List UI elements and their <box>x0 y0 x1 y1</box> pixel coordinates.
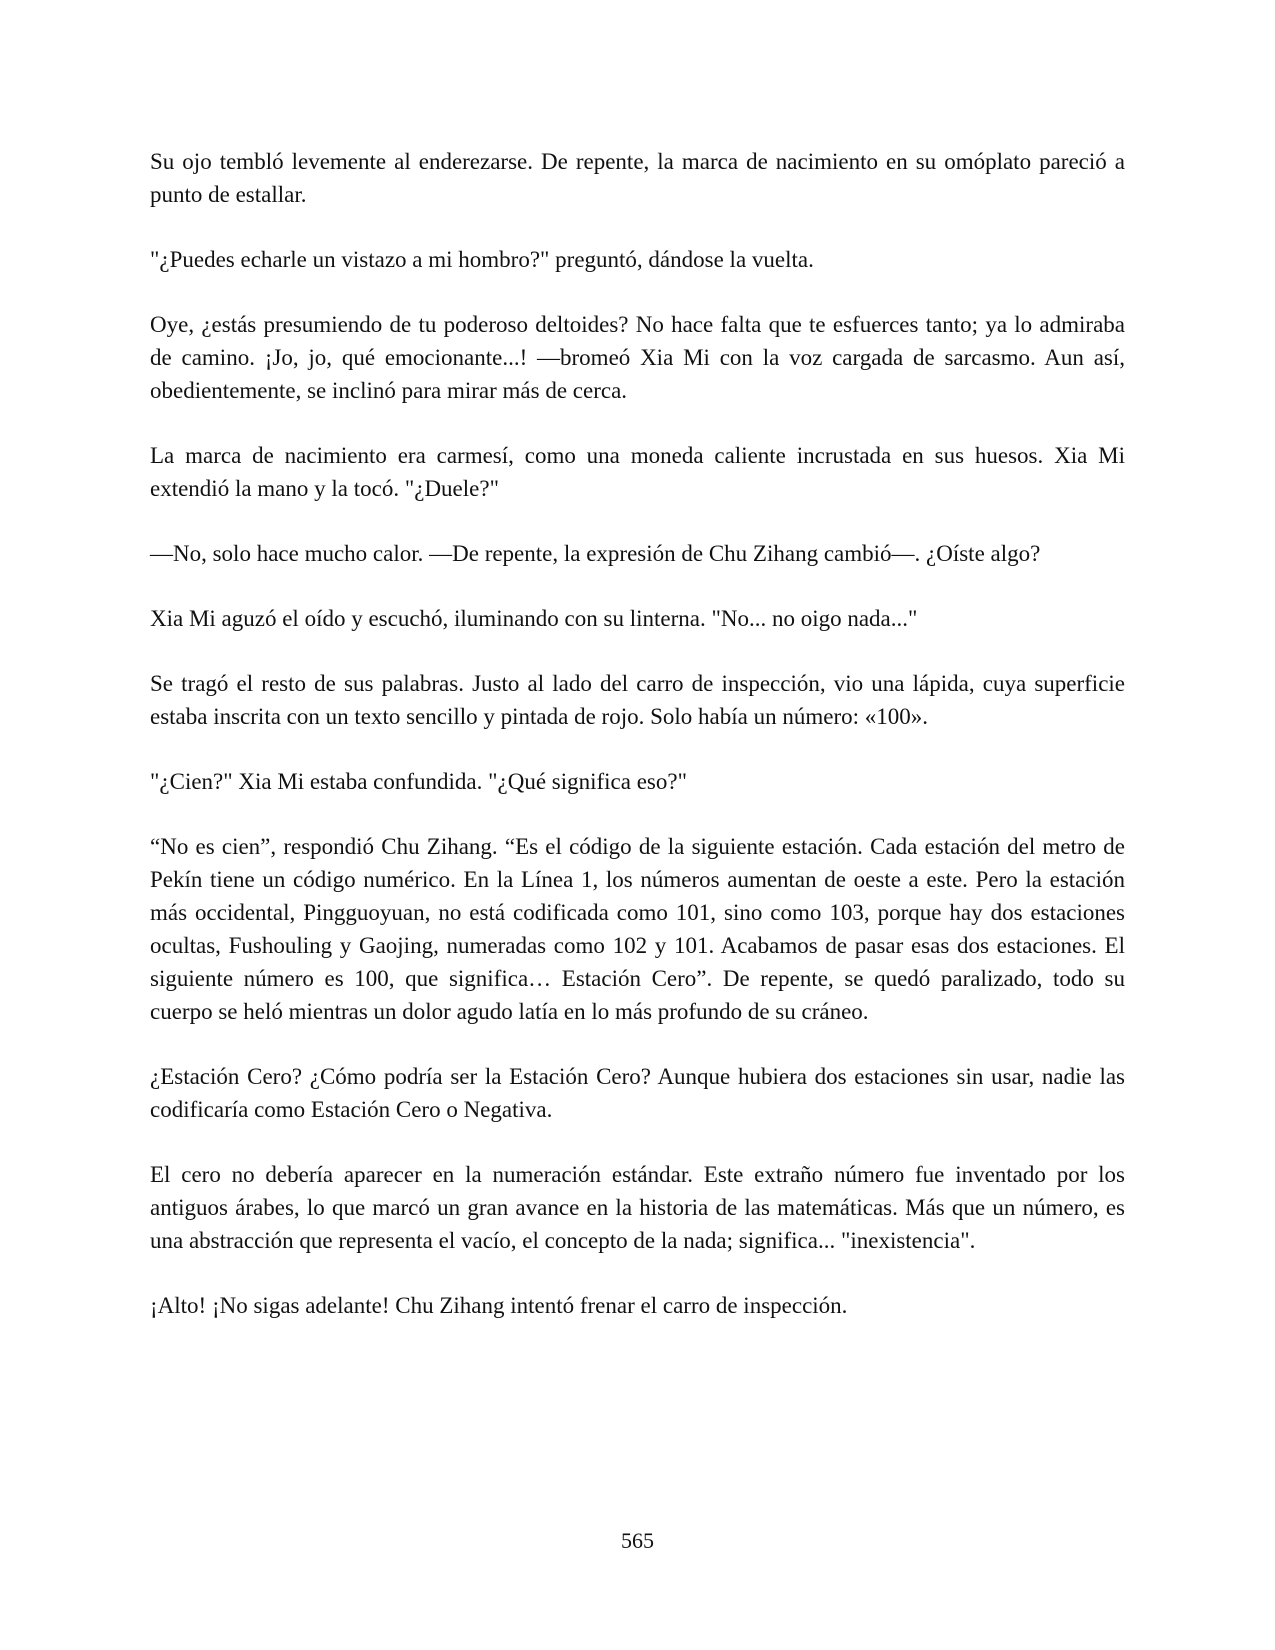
paragraph: "¿Cien?" Xia Mi estaba confundida. "¿Qué significa eso?" <box>150 769 687 794</box>
body-text <box>150 145 1125 1354</box>
paragraph: ¡Alto! ¡No sigas adelante! Chu Zihang intentó frenar el carro de inspección. <box>150 1293 848 1318</box>
paragraph: La marca de nacimiento era carmesí, como una moneda caliente incrustada en sus huesos. Xia Mi extendió la mano y la tocó. "¿Duele?" <box>150 443 1125 501</box>
paragraph: Oye, ¿estás presumiendo de tu poderoso deltoides? No hace falta que te esfuerces tanto; ya lo admiraba de camino. ¡Jo, jo, qué emocionante...! —bromeó Xia Mi con la voz cargada de sarcasmo. Aun así, obedientemente, se inclinó para mirar más de cerca. <box>150 312 1125 403</box>
paragraph: ¿Estación Cero? ¿Cómo podría ser la Estación Cero? Aunque hubiera dos estaciones sin usar, nadie las codificaría como Estación Cero o Negativa. <box>150 1064 1125 1122</box>
paragraph: “No es cien”, respondió Chu Zihang. “Es el código de la siguiente estación. Cada estación del metro de Pekín tiene un código numérico. En la Línea 1, los números aumentan de oeste a este. Pero la estación más occidental, Pingguoyuan, no está codificada como 101, sino como 103, porque hay dos estaciones ocultas, Fushouling y Gaojing, numeradas como 102 y 101. Acabamos de pasar esas dos estaciones. El siguiente número es 100, que significa… Estación Cero”. De repente, se quedó paralizado, todo su cuerpo se heló mientras un dolor agudo latía en lo más profundo de su cráneo. <box>150 834 1125 1024</box>
paragraph: "¿Puedes echarle un vistazo a mi hombro?" preguntó, dándose la vuelta. <box>150 247 814 272</box>
paragraph: —No, solo hace mucho calor. —De repente, la expresión de Chu Zihang cambió—. ¿Oíste algo? <box>150 541 1041 566</box>
paragraph: Su ojo tembló levemente al enderezarse. De repente, la marca de nacimiento en su omóplato pareció a punto de estallar. <box>150 149 1125 207</box>
page-number: 565 <box>621 1528 654 1553</box>
paragraph: El cero no debería aparecer en la numeración estándar. Este extraño número fue inventado por los antiguos árabes, lo que marcó un gran avance en la historia de las matemáticas. Más que un número, es una abstracción que representa el vacío, el concepto de la nada; significa... "inexistencia". <box>150 1162 1125 1253</box>
paragraph: Se tragó el resto de sus palabras. Justo al lado del carro de inspección, vio una lápida, cuya superficie estaba inscrita con un texto sencillo y pintada de rojo. Solo había un número: «100». <box>150 671 1125 729</box>
paragraph: Xia Mi aguzó el oído y escuchó, iluminando con su linterna. "No... no oigo nada..." <box>150 606 918 631</box>
